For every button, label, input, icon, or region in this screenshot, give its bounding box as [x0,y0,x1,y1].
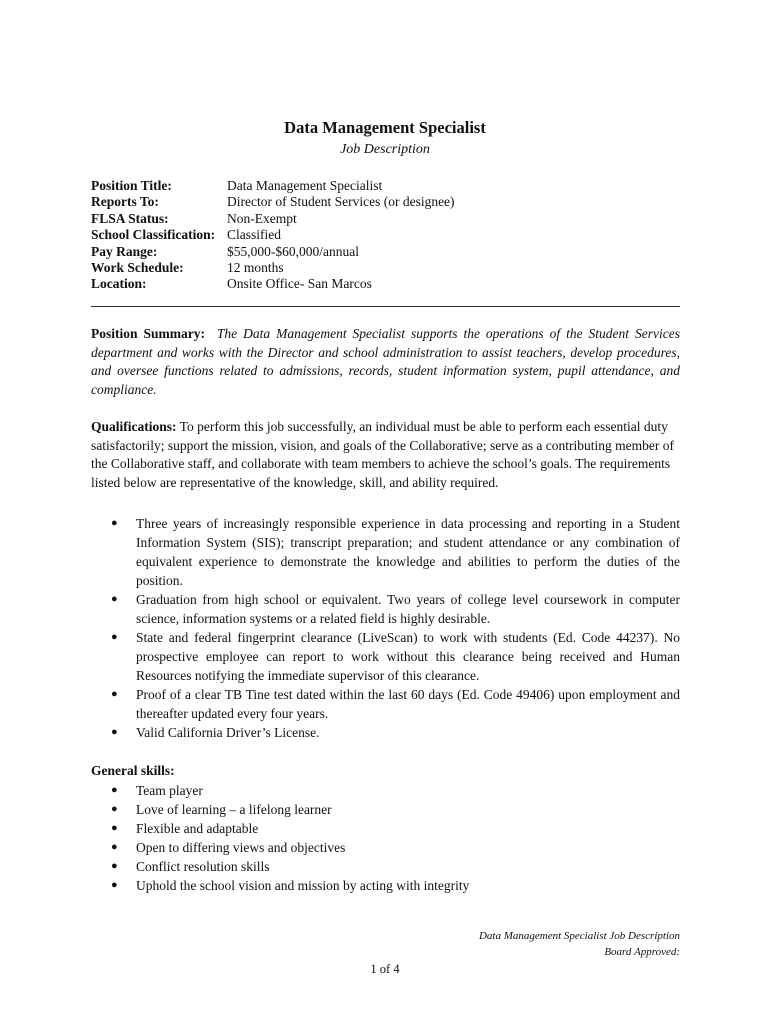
bullet-icon: ● [111,860,118,872]
list-item [91,590,680,628]
bullet-icon: ● [111,517,118,529]
general-skills-list [91,781,680,895]
info-row-work-schedule [91,260,455,276]
info-value: Director of Student Services (or designee) [227,194,455,210]
list-item-text: Valid California Driver’s License. [136,725,320,740]
info-label: Reports To: [91,194,159,210]
list-item [91,514,680,590]
list-item-text: Uphold the school vision and mission by acting with integrity [136,878,470,893]
qualifications-label: Qualifications: [91,419,177,434]
list-item [91,800,680,819]
info-row-pay-range [91,244,455,260]
info-row-location [91,276,455,292]
position-summary-text: The Data Management Specialist supports the operations of the Student Services department and works with the Director and school administration to assist teachers, develop procedures, and oversee functions related to admissions, records, student information system, pupil attendance, and compliance. [91,326,680,397]
list-item [91,628,680,685]
list-item [91,876,680,895]
info-value: 12 months [227,259,284,275]
info-row-school-classification [91,227,455,243]
info-row-position-title [91,178,455,194]
list-item-text: Flexible and adaptable [136,821,259,836]
general-skills-heading: General skills: [91,763,175,778]
position-summary [91,325,680,399]
info-label: Location: [91,276,147,292]
list-item [91,857,680,876]
document-title: Data Management Specialist [284,118,486,137]
info-label: Work Schedule: [91,259,184,275]
bullet-icon: ● [111,841,118,853]
position-summary-label: Position Summary: [91,326,205,341]
bullet-icon: ● [111,803,118,815]
horizontal-divider [91,306,680,307]
bullet-icon: ● [111,784,118,796]
list-item [91,685,680,723]
list-item [91,781,680,800]
qualifications-text: To perform this job successfully, an individual must be able to perform each essential duty satisfactorily; support the mission, vision, and goals of the Collaborative; serve as a contributing member of the Collaborative staff, and collaborate with team members to achieve the school’s goals. The requirements listed below are representative of the knowledge, skill, and ability required. [91,419,675,490]
info-value: Onsite Office- San Marcos [227,276,372,292]
list-item [91,838,680,857]
bullet-icon: ● [111,822,118,834]
list-item-text: Team player [136,783,203,798]
bullet-icon: ● [111,726,118,738]
qualifications-paragraph [91,418,680,492]
list-item-text: Graduation from high school or equivalent. Two years of college level coursework in computer science, information systems or a related field is highly desirable. [136,592,680,626]
info-label: School Classification: [91,227,216,243]
info-label: FLSA Status: [91,210,169,226]
footer-document-title: Data Management Specialist Job Description [478,930,680,942]
bullet-icon: ● [111,879,118,891]
list-item-text: Proof of a clear TB Tine test dated within the last 60 days (Ed. Code 49406) upon employment and thereafter updated every four years. [136,687,680,721]
list-item [91,723,680,742]
list-item-text: Love of learning – a lifelong learner [136,802,332,817]
list-item-text: Open to differing views and objectives [136,840,346,855]
info-row-reports-to [91,194,455,210]
list-item-text: State and federal fingerprint clearance (LiveScan) to work with students (Ed. Code 44237). No prospective employee can report to work without this clearance being received and Human Resources notifying the immediate supervisor of this clearance. [136,630,680,683]
bullet-icon: ● [111,631,118,643]
list-item-text: Conflict resolution skills [136,859,270,874]
info-row-flsa-status [91,211,455,227]
list-item-text: Three years of increasingly responsible experience in data processing and reporting in a Student Information System (SIS); transcript preparation; and student attendance or any combination of equivalent experience to demonstrate the knowledge and abilities to perform the duties of the position. [136,516,680,588]
info-value: Data Management Specialist [227,178,383,193]
info-label: Pay Range: [91,243,158,259]
info-value: Classified [227,227,281,243]
info-label: Position Title: [91,178,172,193]
footer-board-approved: Board Approved: [604,946,680,958]
position-info-table [91,178,455,293]
list-item [91,819,680,838]
info-value: $55,000-$60,000/annual [227,243,359,259]
document-subtitle: Job Description [340,142,430,157]
page-number: 1 of 4 [370,962,400,976]
qualification-requirements-list [91,514,680,742]
bullet-icon: ● [111,593,118,605]
info-value: Non-Exempt [227,210,297,226]
bullet-icon: ● [111,688,118,700]
